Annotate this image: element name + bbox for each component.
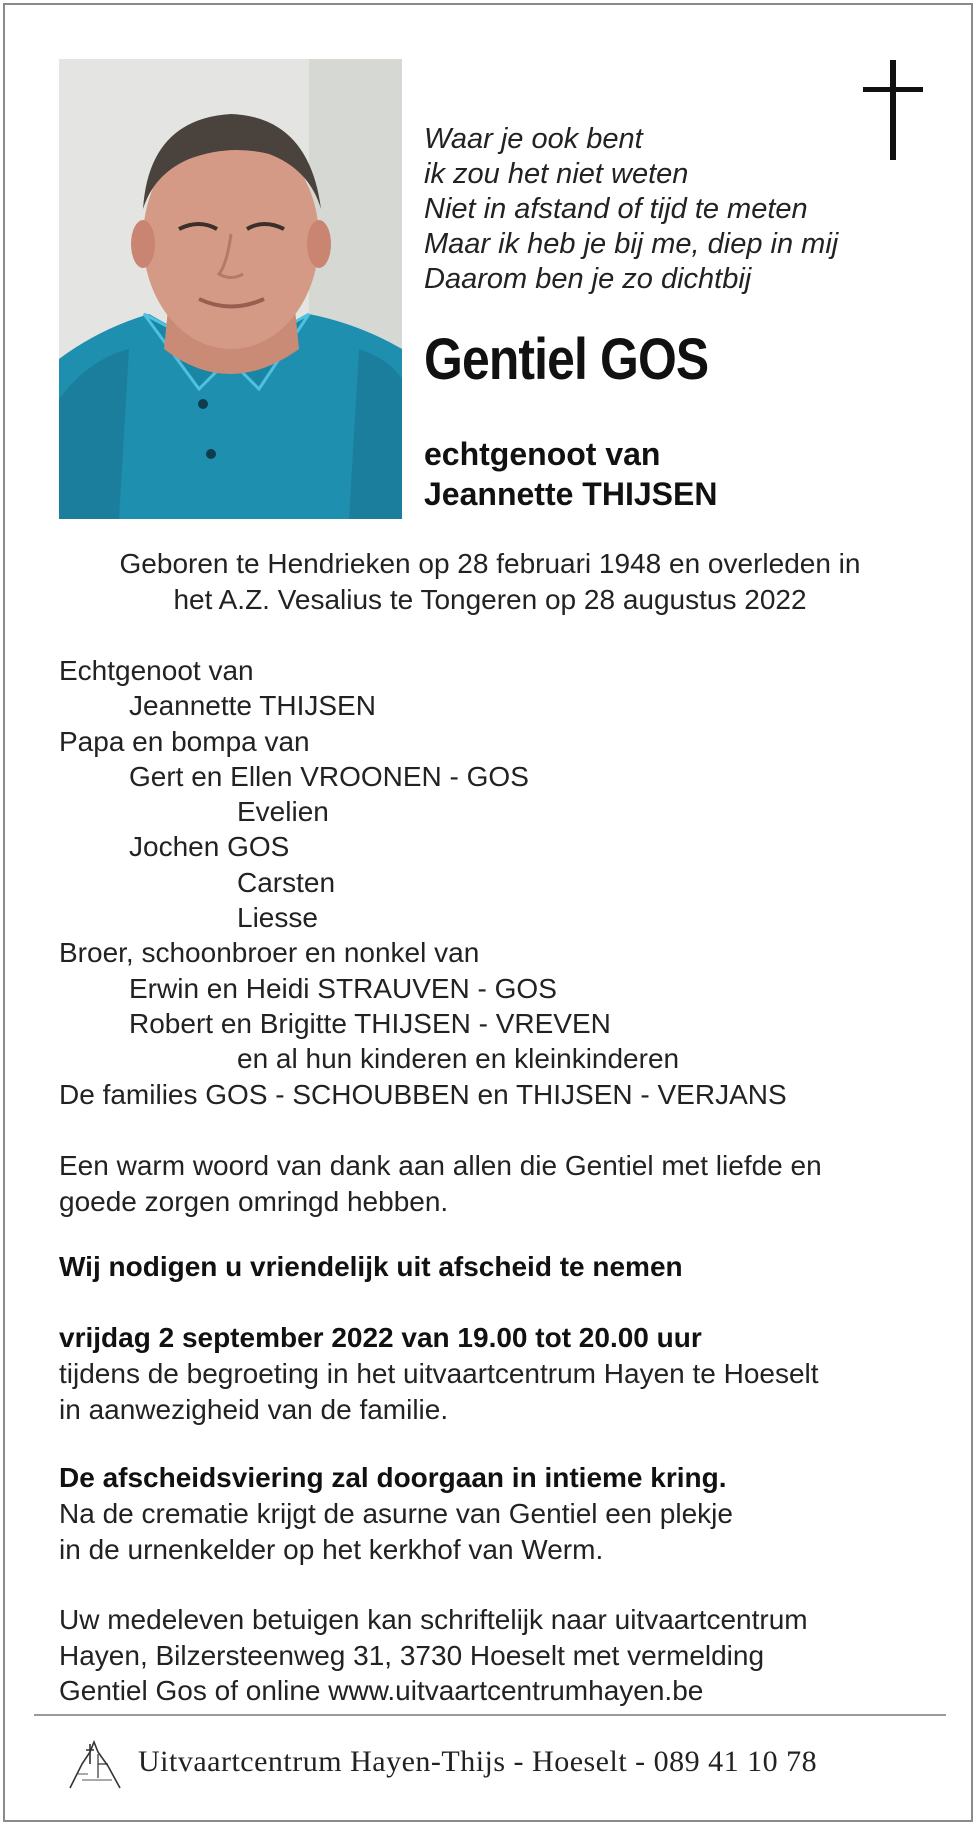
- family-list: [59, 653, 787, 1112]
- family-heading: Broer, schoonbroer en nonkel van: [59, 937, 480, 969]
- visitation-line: in aanwezigheid van de familie.: [59, 1394, 449, 1425]
- cross-icon: [863, 60, 923, 160]
- family-member: Jeannette THIJSEN: [129, 690, 376, 722]
- birth-death-info: [60, 546, 920, 618]
- funeral-home-logo-icon: [68, 1734, 122, 1790]
- death-line: het A.Z. Vesalius te Tongeren op 28 augustus 2022: [173, 584, 807, 615]
- family-member: Jochen GOS: [129, 831, 290, 863]
- poem-line: Daarom ben je zo dichtbij: [424, 263, 752, 295]
- thanks-line: goede zorgen omringd hebben.: [59, 1186, 449, 1217]
- thanks-line: Een warm woord van dank aan allen die Gentiel met liefde en: [59, 1150, 822, 1181]
- ceremony-line: in de urnenkelder op het kerkhof van Werm.: [59, 1534, 604, 1565]
- condolence-line: Gentiel Gos of online www.uitvaartcentrumhayen.be: [59, 1675, 704, 1706]
- thanks-text: [59, 1148, 822, 1220]
- family-member: Robert en Brigitte THIJSEN - VREVEN: [129, 1007, 611, 1039]
- portrait-photo: [59, 59, 402, 519]
- grandchild: Liesse: [237, 902, 318, 934]
- family-member: Erwin en Heidi STRAUVEN - GOS: [129, 972, 557, 1004]
- family-heading: Echtgenoot van: [59, 655, 254, 686]
- visitation-info: [59, 1320, 819, 1428]
- condolence-line: Uw medeleven betuigen kan schriftelijk naar uitvaartcentrum: [59, 1604, 808, 1635]
- visitation-line: tijdens de begroeting in het uitvaartcentrum Hayen te Hoeselt: [59, 1358, 819, 1389]
- poem: [424, 122, 838, 297]
- visitation-datetime: vrijdag 2 september 2022 van 19.00 tot 20.00 uur: [59, 1322, 702, 1353]
- grandchild: Evelien: [237, 796, 329, 828]
- ceremony-info: [59, 1460, 733, 1568]
- grandchild: Carsten: [237, 866, 336, 898]
- family-member: Gert en Ellen VROONEN - GOS: [129, 760, 529, 792]
- spouse-name: Jeannette THIJSEN: [424, 476, 718, 512]
- birth-line: Geboren te Hendrieken op 28 februari 1948 en overleden in: [119, 548, 861, 579]
- deceased-name: Gentiel GOS: [424, 327, 709, 392]
- portrait-illustration: [59, 59, 402, 519]
- poem-line: Maar ik heb je bij me, diep in mij: [424, 228, 839, 260]
- footer-contact: Uitvaartcentrum Hayen-Thijs - Hoeselt - 089 41 10 78: [138, 1745, 818, 1778]
- ceremony-line: Na de crematie krijgt de asurne van Gentiel een plekje: [59, 1498, 733, 1529]
- poem-line: Niet in afstand of tijd te meten: [424, 193, 808, 225]
- condolence-info: [59, 1602, 808, 1709]
- poem-line: Waar je ook bent: [424, 123, 643, 155]
- poem-line: ik zou het niet weten: [424, 158, 689, 190]
- footer-divider: [34, 1714, 946, 1716]
- family-heading: De families GOS - SCHOUBBEN en THIJSEN - VERJANS: [59, 1078, 787, 1110]
- family-member: en al hun kinderen en kleinkinderen: [237, 1043, 680, 1075]
- condolence-line: Hayen, Bilzersteenweg 31, 3730 Hoeselt met vermelding: [59, 1639, 765, 1671]
- ceremony-heading: De afscheidsviering zal doorgaan in intieme kring.: [59, 1462, 727, 1493]
- invite-heading: Wij nodigen u vriendelijk uit afscheid te nemen: [59, 1251, 683, 1282]
- spouse-block: [424, 434, 717, 514]
- family-heading: Papa en bompa van: [59, 725, 310, 757]
- spouse-label: echtgenoot van: [424, 436, 661, 472]
